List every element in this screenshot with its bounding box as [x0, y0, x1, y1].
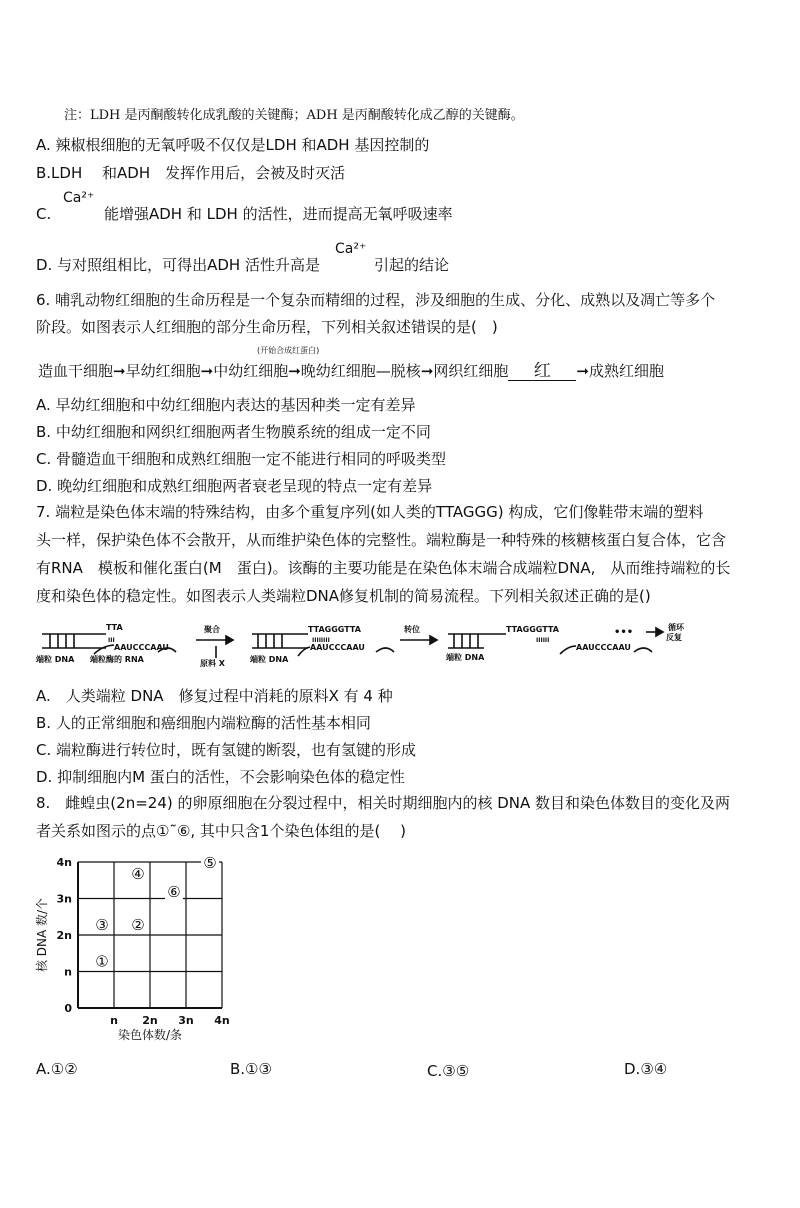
arrow-icon: ➞ [576, 362, 589, 380]
x-axis-label: 染色体数/条 [117, 1028, 183, 1042]
fig-bonds-3: ⅠⅠⅠⅠⅠⅠ [536, 637, 550, 644]
x-tick-label: 3n [178, 1014, 194, 1027]
fig-polymerize: 聚合 [204, 625, 220, 634]
flow-step-reticulocyte: 网织红细胞 [433, 362, 509, 380]
fig-ttaggg-2: TTAGGGTTA [506, 625, 559, 634]
q6-flow-diagram [38, 361, 664, 381]
x-tick-label: n [110, 1014, 118, 1027]
q6-stem-line1: 6. 哺乳动物红细胞的生命历程是一个复杂而精细的过程，涉及细胞的生成、分化、成熟以及凋亡等多个 [36, 291, 716, 309]
q6-option-d: D. 晚幼红细胞和成熟红细胞两者衰老呈现的特点一定有差异 [36, 477, 433, 495]
q5-option-c-text: 能增强ADH 和 LDH 的活性，进而提高无氧呼吸速率 [104, 205, 453, 223]
q8-option-d: D.③④ [624, 1060, 668, 1078]
q8-option-c: C.③⑤ [427, 1062, 470, 1080]
q7-stem-line1: 7. 端粒是染色体末端的特殊结构，由多个重复序列(如人类的TTAGGG) 构成，它们像鞋带末端的塑料 [36, 503, 704, 521]
y-tick-label: 4n [56, 856, 72, 869]
q7-stem-line4: 度和染色体的稳定性。如图表示人类端粒DNA修复机制的简易流程。下列相关叙述正确的是() [36, 587, 651, 605]
fig-aauc-2: AAUCCCAAU [310, 643, 365, 652]
data-point-5: ⑤ [203, 854, 217, 872]
data-point-1: ① [95, 952, 109, 971]
fig-bonds-2: ⅠⅠⅠⅠⅠⅠⅠⅠ [312, 637, 330, 644]
q5-option-d-text: D. 与对照组相比，可得出ADH 活性升高是 [36, 256, 320, 274]
q7-option-b: B. 人的正常细胞和癌细胞内端粒酶的活性基本相同 [36, 714, 371, 732]
q7-option-d: D. 抑制细胞内M 蛋白的活性，不会影响染色体的稳定性 [36, 768, 405, 786]
flow-step-late: 晚幼红细胞 [300, 362, 376, 380]
y-axis-label: 核 DNA 数/个 [35, 897, 49, 973]
arrow-icon: ➞ [200, 362, 214, 380]
arrow-icon: ➞ [288, 362, 301, 380]
arrow-icon: ➞ [113, 362, 126, 380]
q5-option-b: B.LDH 和ADH 发挥作用后，会被及时灭活 [36, 164, 346, 182]
q7-stem-line2: 头一样，保护染色体不会散开，从而维护染色体的完整性。端粒酶是一种特殊的核糖核蛋白复合体，它含 [36, 531, 727, 549]
fig-bonds-1: ⅠⅠⅠ [108, 637, 115, 644]
telomere-repair-diagram [36, 618, 756, 670]
fig-aauc-1: AAUCCCAAU [114, 643, 169, 652]
q6-stem-line2: 阶段。如图表示人红细胞的部分生命历程，下列相关叙述错误的是( ) [36, 318, 498, 336]
fig-raw-x: 原料 X [200, 659, 225, 668]
flow-step-mid: 中幼红细胞 [213, 362, 289, 380]
y-tick-label: n [64, 965, 72, 979]
dna-chromosome-chart [30, 850, 260, 1050]
x-tick-label: 2n [142, 1014, 158, 1027]
fig-translocate: 转位 [404, 625, 420, 634]
q7-option-a: A. 人类端粒 DNA 修复过程中消耗的原料X 有 4 种 [36, 687, 393, 705]
q6-option-b: B. 中幼红细胞和网织红细胞两者生物膜系统的组成一定不同 [36, 423, 431, 441]
flow-step-red: 红 [508, 362, 576, 381]
fig-tta: TTA [106, 623, 123, 632]
data-point-4: ④ [131, 864, 145, 883]
fig-telomere-dna-2: 端粒 DNA [250, 655, 289, 664]
y-tick-label: 2n [56, 929, 72, 942]
q5-option-d-ion: Ca²⁺ [335, 241, 367, 257]
fig-dots: ••• [614, 627, 634, 638]
q8-stem-line1: 8. 雌蝗虫(2n=24) 的卵原细胞在分裂过程中，相关时期细胞内的核 DNA 数目和染色体数目的变化及两 [36, 794, 731, 812]
fig-telomere-dna-1: 端粒 DNA [36, 655, 75, 664]
fig-aauc-3: AAUCCCAAU [576, 643, 631, 652]
fig-repeat: 反复 [666, 633, 682, 642]
flow-step-early: 早幼红细胞 [125, 362, 201, 380]
dash-icon: — [375, 362, 391, 380]
y-tick-label: 3n [56, 892, 72, 906]
arrow-icon: ➞ [420, 362, 434, 380]
data-point-6: ⑥ [167, 883, 181, 902]
q6-flow-note: (开始合成红蛋白) [257, 346, 320, 355]
q7-option-c: C. 端粒酶进行转位时，既有氢键的断裂，也有氢键的形成 [36, 741, 417, 759]
q8-stem-line2: 者关系如图示的点①˜⑥, 其中只含1个染色体组的是( ) [36, 822, 406, 840]
fig-ttaggg-1: TTAGGGTTA [308, 625, 361, 634]
q6-option-c: C. 骨髓造血干细胞和成熟红细胞一定不能进行相同的呼吸类型 [36, 450, 447, 468]
q6-option-a: A. 早幼红细胞和中幼红细胞内表达的基因种类一定有差异 [36, 396, 416, 414]
data-point-3: ③ [95, 916, 109, 935]
fig-telomerase-rna: 端粒酶的 RNA [90, 655, 144, 664]
data-point-2: ② [131, 916, 145, 935]
y-tick-label: 0 [64, 1002, 72, 1015]
q8-option-b: B.①③ [230, 1060, 272, 1078]
flow-step-enucleation: 脱核 [390, 362, 421, 380]
fig-cycle: 循环 [668, 623, 684, 632]
x-tick-label: 4n [214, 1014, 230, 1027]
flow-step-stem-cell: 造血干细胞 [38, 362, 114, 380]
flow-step-mature: 成熟红细胞 [588, 362, 664, 380]
table-note: 注：LDH 是丙酮酸转化成乳酸的关键酶；ADH 是丙酮酸转化成乙醇的关键酶。 [64, 108, 524, 123]
q5-option-d-suffix: 引起的结论 [374, 256, 450, 274]
q8-option-a: A.①② [36, 1060, 78, 1078]
q5-option-c-label: C. [36, 205, 52, 223]
q7-stem-line3: 有RNA 模板和催化蛋白(M 蛋白)。该酶的主要功能是在染色体末端合成端粒DNA, 从而维持端粒的长 [36, 559, 731, 577]
q5-option-c-ion: Ca²⁺ [63, 190, 95, 206]
q5-option-a: A. 辣椒根细胞的无氧呼吸不仅仅是LDH 和ADH 基因控制的 [36, 136, 430, 154]
fig-telomere-dna-3: 端粒 DNA [446, 653, 485, 662]
